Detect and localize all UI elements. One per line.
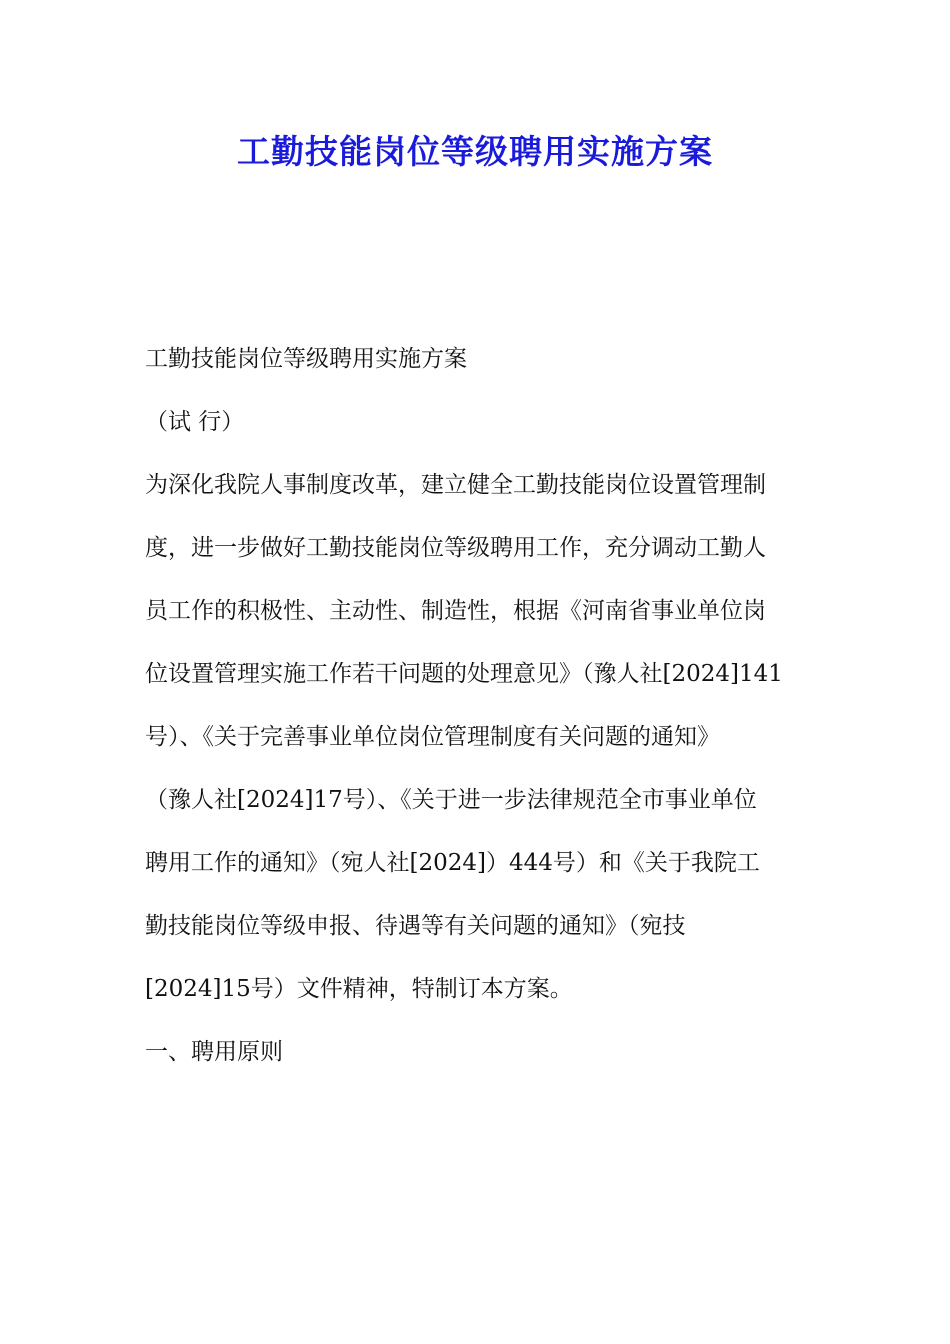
document-body (145, 336, 810, 1083)
trial-note: （试 行） (145, 409, 245, 435)
paragraph-line: （豫人社[2024]17号）、《关于进一步法律规范全市事业单位 (145, 787, 757, 813)
paragraph-line: 聘用工作的通知》（宛人社[2024]）444号）和《关于我院工 (145, 850, 760, 876)
paragraph-line: [2024]15号）文件精神，特制订本方案。 (145, 976, 573, 1002)
paragraph-line: 号）、《关于完善事业单位岗位管理制度有关问题的通知》 (145, 724, 720, 750)
paragraph-line: 勤技能岗位等级申报、待遇等有关问题的通知》（宛技 (145, 913, 686, 939)
paragraph-line: 员工作的积极性、主动性、制造性，根据《河南省事业单位岗 (145, 598, 766, 624)
section-heading: 一、聘用原则 (145, 1039, 283, 1065)
document-title: 工勤技能岗位等级聘用实施方案 (237, 132, 713, 171)
paragraph-line: 度，进一步做好工勤技能岗位等级聘用工作，充分调动工勤人 (145, 535, 766, 561)
paragraph-line: 位设置管理实施工作若干问题的处理意见》（豫人社[2024]141 (145, 661, 783, 687)
paragraph-line: 为深化我院人事制度改革，建立健全工勤技能岗位设置管理制 (145, 472, 766, 498)
document-subtitle: 工勤技能岗位等级聘用实施方案 (145, 346, 467, 372)
